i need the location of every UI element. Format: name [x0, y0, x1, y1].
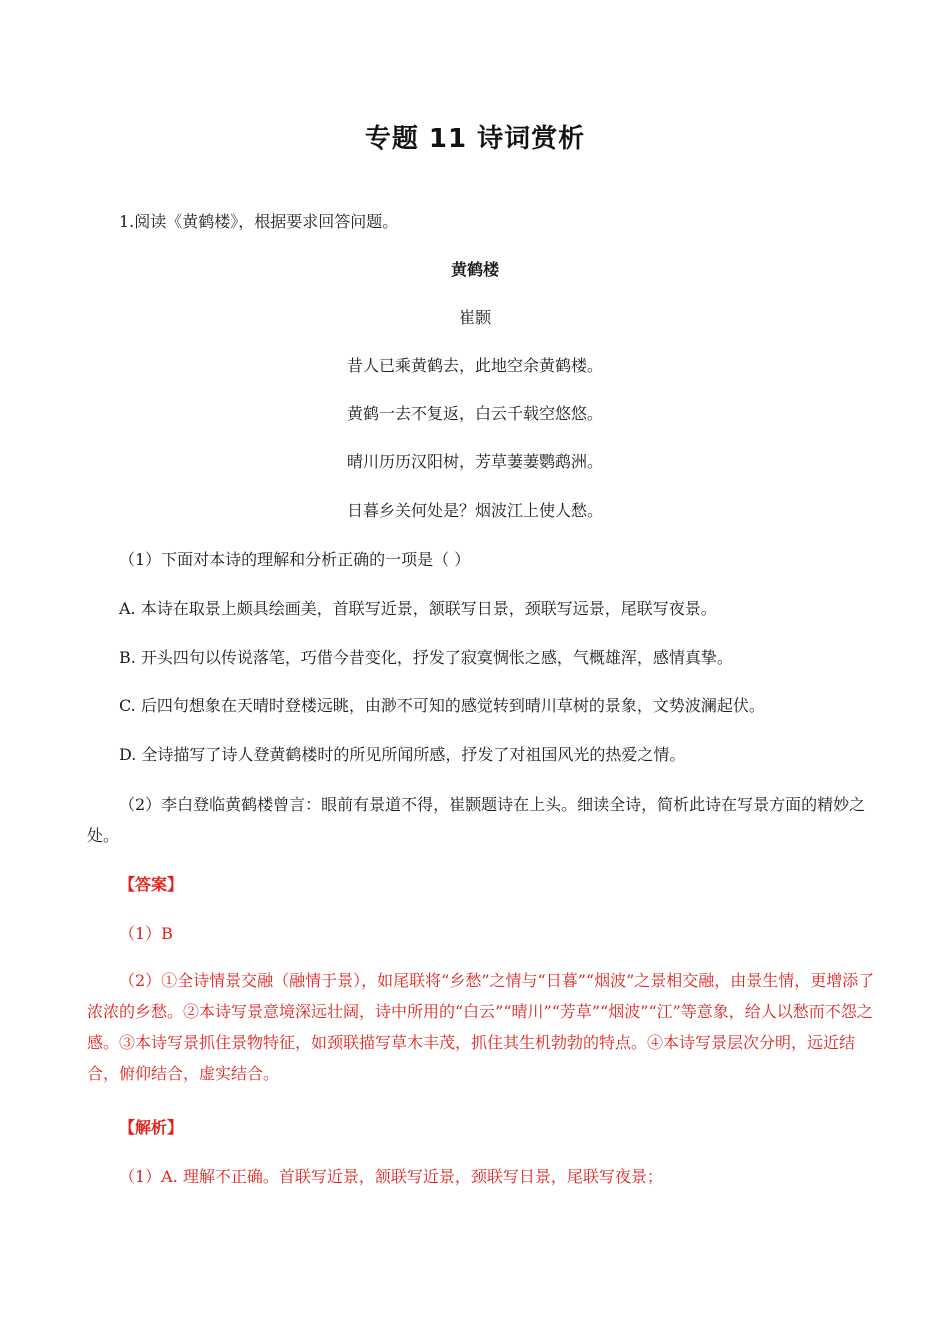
option-d: D. 全诗描写了诗人登黄鹤楼时的所见所闻所感，抒发了对祖国风光的热爱之情。	[119, 745, 686, 764]
option-c: C. 后四句想象在天晴时登楼远眺，由渺不可知的感觉转到晴川草树的景象，文势波澜起伏。	[119, 696, 765, 715]
option-a: A. 本诗在取景上颇具绘画美，首联写近景，颔联写日景，颈联写远景，尾联写夜景。	[119, 599, 717, 618]
poem-author: 崔颢	[458, 308, 491, 327]
poem-line: 昔人已乘黄鹤去，此地空余黄鹤楼。	[346, 356, 603, 375]
poem-line: 晴川历历汉阳树，芳草萋萋鹦鹉洲。	[346, 452, 603, 471]
option-b: B. 开头四句以传说落笔，巧借今昔变化，抒发了寂寞惆怅之感，气概雄浑，感情真挚。	[119, 648, 733, 667]
poem-line: 黄鹤一去不复返，白云千载空悠悠。	[346, 404, 603, 423]
poem-line: 日暮乡关何处是？烟波江上使人愁。	[346, 501, 603, 520]
answer-2: （2）①全诗情景交融（融情于景），如尾联将“乡愁”之情与“日暮”“烟波”之景相交融，由景生情，更增添了浓浓的乡愁。②本诗写景意境深远壮阔，诗中所用的“白云”“晴川”“芳草”“烟波”“江”等意象，给人以愁而不怨之感。③本诗写景抓住景物特征，如颈联描写草木丰茂，抓住其生机勃勃的特点。④本诗写景层次分明，远近结合，俯仰结合，虚实结合。	[87, 971, 875, 1083]
answer-tag: 【答案】	[119, 875, 184, 894]
sub-question-1: （1）下面对本诗的理解和分析正确的一项是（ ）	[119, 550, 471, 569]
sub-question-2: （2）李白登临黄鹤楼曾言：眼前有景道不得，崔颢题诗在上头。细读全诗，简析此诗在写景方面的精妙之处。	[87, 795, 866, 845]
poem-title: 黄鹤楼	[450, 260, 499, 279]
analysis-1: （1）A. 理解不正确。首联写近景，颔联写近景，颈联写日景，尾联写夜景；	[119, 1167, 663, 1186]
question-prompt: 1.阅读《黄鹤楼》，根据要求回答问题。	[119, 212, 399, 231]
answer-1: （1）B	[119, 924, 173, 943]
page-title: 专题 11 诗词赏析	[364, 124, 586, 154]
analysis-tag: 【解析】	[119, 1118, 184, 1137]
